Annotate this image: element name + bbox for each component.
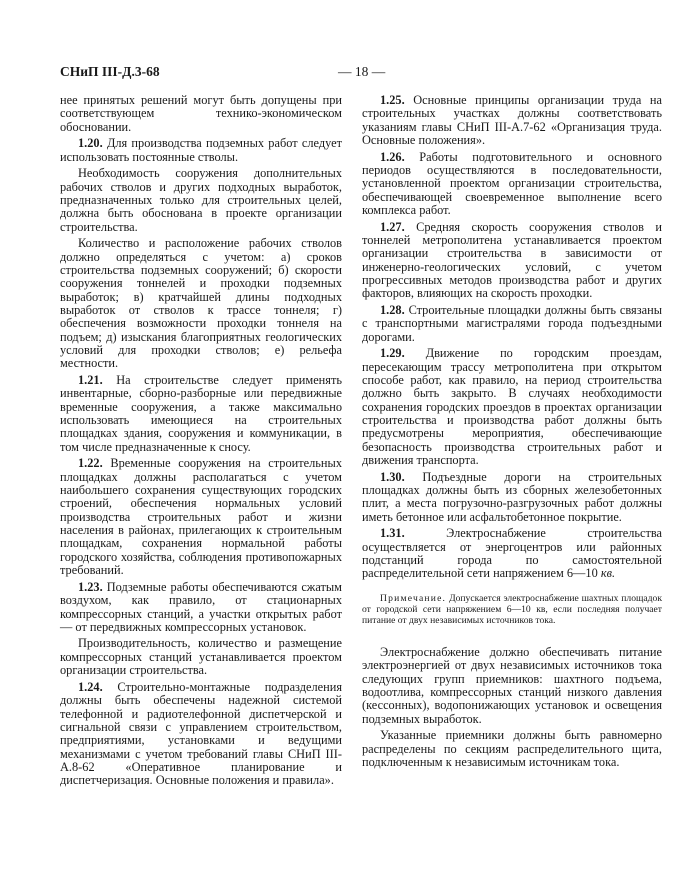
- document-code: СНиП III-Д.3-68: [60, 64, 160, 79]
- clause-1-28: 1.28. Строительные площадки должны быть связаны с транспортными магистралями города подъездными дорогами.: [362, 303, 662, 344]
- paragraph: Указанные приемники должны быть равномерно распределены по секциям распределительного щита, подключенным к независимым источникам тока.: [362, 728, 662, 769]
- paragraph: Производительность, количество и размещение компрессорных станций устанавливается проектом организации строительства.: [60, 636, 342, 678]
- paragraph: Электроснабжение должно обеспечивать питание электроэнергией от двух независимых источников тока следующих групп приемников: шахтного подъема, водоотлива, компрессорных станций низкого давления (кессонных), водопонижающих установок и освещения подземных выработок.: [362, 644, 662, 726]
- clause-1-24: 1.24. Строительно-монтажные подразделения должны быть обеспечены надежной системой телефонной и радиотелефонной диспетчерской и сигнальной связи с управлением строительством, предприятиями, установками и ведущими механизмами с учетом требований главы СНиП III-А.8-62 «Оперативное планирование и диспетчеризация. Основные положения и правила».: [60, 679, 342, 788]
- clause-1-25: 1.25. Основные принципы организации труда на строительных участках должны соответствовать указаниям главы СНиП III-А.7-62 «Организация труда. Основные положения».: [362, 93, 662, 148]
- clause-number: 1.25.: [380, 93, 405, 107]
- clause-number: 1.26.: [380, 149, 405, 164]
- clause-1-30: 1.30. Подъездные дороги на строительных площадках должны быть из сборных железобетонных плит, а места погрузочно-разгрузочных работ должны иметь бетонное или асфальтобетонное покрытие.: [362, 469, 662, 524]
- clause-1-20: 1.20. Для производства подземных работ следует использовать постоянные стволы.: [60, 136, 342, 164]
- right-column: [362, 94, 662, 773]
- clause-number: 1.31.: [380, 526, 405, 541]
- clause-1-23: 1.23. Подземные работы обеспечиваются сжатым воздухом, как правило, от стационарных компрессорных станций, а участки открытых работ — от передвижных компрессорных установок.: [60, 579, 342, 634]
- clause-number: 1.28.: [380, 303, 405, 318]
- clause-number: 1.21.: [78, 373, 103, 388]
- clause-number: 1.29.: [380, 346, 405, 361]
- left-column: [60, 94, 342, 791]
- paragraph: нее принятых решений могут быть допущены при соответствующем технико-экономическом обосновании.: [60, 93, 342, 134]
- voltage-unit: кв.: [600, 566, 616, 581]
- clause-number: 1.22.: [78, 456, 103, 471]
- clause-1-21: 1.21. На строительстве следует применять инвентарные, сборно-разборные или передвижные временные сооружения, а также максимально использовать имеющиеся на строительных площадках здания, сооружения и коммуникации, в том числе предназначенные к сносу.: [60, 373, 342, 454]
- clause-number: 1.24.: [78, 679, 103, 694]
- clause-1-22: 1.22. Временные сооружения на строительных площадках должны располагаться с учетом наибольшего сохранения существующих городских строений, обеспечения нормальных условий производства строительных работ и жизни населения в районах, прилегающих к строительным площадкам, сохранения нормальной работы городского хозяйства, соблюдения противопожарных требований.: [60, 456, 342, 578]
- clause-1-27: 1.27. Средняя скорость сооружения стволов и тоннелей метрополитена устанавливается проектом организации строительства в зависимости от инженерно-геологических условий, с учетом прогрессивных методов производства работ и других факторов, влияющих на скорость проходки.: [362, 219, 663, 301]
- paragraph: Необходимость сооружения дополнительных рабочих стволов и других подходных выработок, предназначенных только для строительных целей, должна быть обоснована в проекте организации строительства.: [60, 166, 342, 234]
- clause-1-26: 1.26. Работы подготовительного и основного периодов осуществляются в последовательности, установленной проектом организации строительства, обеспечивающей своевременное выполнение всего комплекса работ.: [362, 149, 662, 218]
- clause-number: 1.27.: [380, 219, 405, 234]
- page-header: [60, 64, 656, 84]
- paragraph: Количество и расположение рабочих стволов должно определяться с учетом: а) сроков строительства подземных сооружений; б) скорости сооружения тоннелей и проходки подземных выработок; в) кратчайшей длины подходных выработок от стволов к трассе тоннеля; г) обеспечения возможности проходки тоннеля на подъем; д) изыскания благоприятных геологических условий для проходки стволов; е) рельефа местности.: [60, 236, 342, 371]
- clause-1-29: 1.29. Движение по городским проездам, пересекающим трассу метрополитена при открытом способе работ, как правило, на период строительства должно быть закрыто. В случаях необходимости сохранения городских проездов в проектах организации строительства и производства работ должны быть предусмотрены мероприятия, обеспечивающие безопасность производства строительных работ и движения транспорта.: [362, 346, 662, 468]
- clause-number: 1.20.: [78, 136, 103, 151]
- clause-number: 1.30.: [380, 469, 405, 484]
- note-label: Примечание.: [380, 592, 447, 604]
- page-number: — 18 —: [338, 64, 386, 79]
- clause-number: 1.23.: [78, 579, 103, 594]
- clause-1-31: 1.31. Электроснабжение строительства осуществляется от энергоцентров или районных подстанций города по самостоятельной распределительной сети напряжением 6—10 кв.: [362, 526, 662, 581]
- footnote: Примечание. Допускается электроснабжение шахтных площадок от городской сети напряжением 6—10 кв, если последняя получает питание от двух независимых источников тока.: [362, 592, 662, 626]
